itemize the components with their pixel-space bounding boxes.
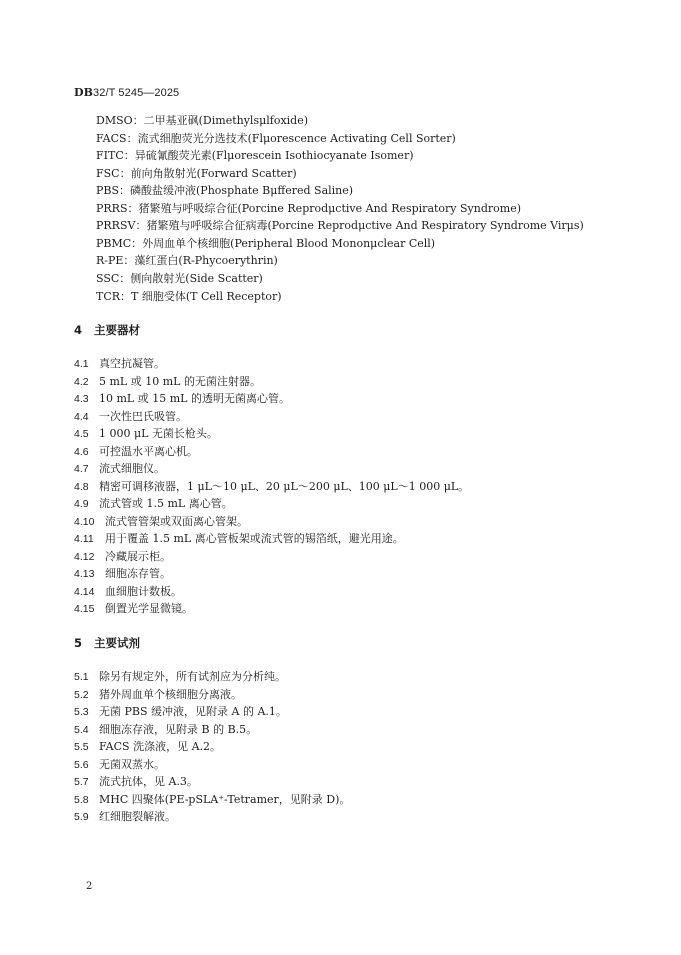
item-number: 5.8 [74,794,89,806]
section-title: 主要器材 [94,323,141,337]
item-text: 流式细胞仪。 [99,462,165,475]
list-item [74,583,182,599]
item-text: 真空抗凝管。 [99,357,165,370]
abbreviation-line: FITC：异硫氰酸荧光素(Flμorescein Isothiocyanate Isomer) [96,149,414,162]
item-number: 5.7 [74,776,89,788]
section-title: 主要试剂 [94,636,141,650]
list-item [74,703,287,719]
section-number: 5 [74,636,83,650]
list-item [74,425,218,441]
item-text: 无菌 PBS 缓冲液，见附录 A 的 A.1。 [99,705,287,718]
item-number: 4.1 [74,358,89,370]
item-number: 5.4 [74,724,89,736]
page-number: 2 [86,881,93,892]
standard-code-header [74,86,179,99]
list-item [74,808,176,824]
section-heading-5 [74,635,140,651]
item-number: 4.10 [74,516,95,528]
abbreviation-line: FACS：流式细胞荧光分选技术(Flμorescence Activating Cell Sorter) [96,132,456,145]
item-text: MHC 四聚体(PE-pSLA⁺-Tetramer，见附录 D)。 [99,793,351,806]
section-heading-4 [74,322,140,338]
item-text: 细胞冻存液，见附录 B 的 B.5。 [99,723,258,736]
list-item [74,721,257,737]
item-number: 5.9 [74,811,89,823]
list-item [74,773,198,789]
abbreviation-line: PBS：磷酸盐缓冲液(Phosphate Bμffered Saline) [96,184,354,197]
item-text: 冷藏展示柜。 [105,550,171,563]
item-text: 一次性巴氏吸管。 [99,410,187,423]
item-number: 4.6 [74,446,89,458]
item-number: 4.5 [74,428,89,440]
list-item [74,355,165,371]
item-text: 无菌双蒸水。 [99,758,165,771]
list-item [74,443,198,459]
item-text: 细胞冻存管。 [105,567,171,580]
item-text: 10 mL 或 15 mL 的透明无菌离心管。 [99,392,290,405]
abbreviation-line: PBMC：外周血单个核细胞(Peripheral Blood Mononμclear Cell) [96,237,436,250]
abbreviation-line: FSC：前向角散射光(Forward Scatter) [96,167,297,180]
item-text: 倒置光学显微镜。 [105,602,193,615]
item-number: 4.3 [74,393,89,405]
abbreviation-line: PRRSV：猪繁殖与呼吸综合征病毒(Porcine Reprodμctive And Respiratory Syndrome Virμs) [96,219,584,232]
item-number: 5.1 [74,671,89,683]
item-text: 可控温水平离心机。 [99,445,198,458]
item-text: 流式抗体，见 A.3。 [99,775,198,788]
abbreviation-line: PRRS：猪繁殖与呼吸综合征(Porcine Reprodμctive And Respiratory Syndrome) [96,202,522,215]
item-number: 4.15 [74,603,95,615]
item-text: 血细胞计数板。 [105,585,182,598]
item-number: 4.11 [74,533,94,545]
section-number: 4 [74,323,83,337]
item-text: 用于覆盖 1.5 mL 离心管板架或流式管的锡箔纸，避光用途。 [105,532,404,545]
list-item [74,390,290,406]
list-item [74,408,187,424]
item-number: 4.9 [74,498,89,510]
list-item [74,600,193,616]
list-item [74,791,350,807]
abbreviation-line: TCR：T 细胞受体(T Cell Receptor) [96,290,282,303]
list-item [74,513,248,529]
item-text: 流式管管架或双面离心管架。 [105,515,248,528]
list-item [74,478,469,494]
item-number: 4.14 [74,586,95,598]
list-item [74,530,404,546]
list-item [74,373,261,389]
item-number: 5.6 [74,759,89,771]
item-number: 4.7 [74,463,89,475]
abbreviation-line: R-PE：藻红蛋白(R-Phycoerythrin) [96,254,278,267]
item-number: 4.8 [74,481,89,493]
item-text: 精密可调移液器，1 μL～10 μL、20 μL～200 μL、100 μL～1 000 μL。 [99,480,470,493]
item-text: 猪外周血单个核细胞分离液。 [99,688,242,701]
list-item [74,495,233,511]
item-number: 4.4 [74,411,89,423]
standard-code-prefix: DB [74,86,94,99]
list-item [74,548,171,564]
list-item [74,565,171,581]
item-text: 红细胞裂解液。 [99,810,176,823]
standard-code-number: 32/T 5245—2025 [93,87,180,99]
list-item [74,686,242,702]
item-text: FACS 洗涤液，见 A.2。 [99,740,222,753]
item-number: 4.2 [74,376,89,388]
item-number: 4.12 [74,551,95,563]
item-number: 5.3 [74,706,89,718]
item-text: 5 mL 或 10 mL 的无菌注射器。 [99,375,261,388]
item-text: 除另有规定外，所有试剂应为分析纯。 [99,670,286,683]
item-number: 5.5 [74,741,89,753]
abbreviation-line: SSC：侧向散射光(Side Scatter) [96,272,263,285]
list-item [74,738,221,754]
item-number: 4.13 [74,568,95,580]
list-item [74,668,286,684]
abbreviation-line: DMSO：二甲基亚砜(Dimethylsμlfoxide) [96,114,309,127]
item-text: 1 000 μL 无菌长枪头。 [99,427,218,440]
item-text: 流式管或 1.5 mL 离心管。 [99,497,233,510]
list-item [74,756,165,772]
item-number: 5.2 [74,689,89,701]
list-item [74,460,165,476]
